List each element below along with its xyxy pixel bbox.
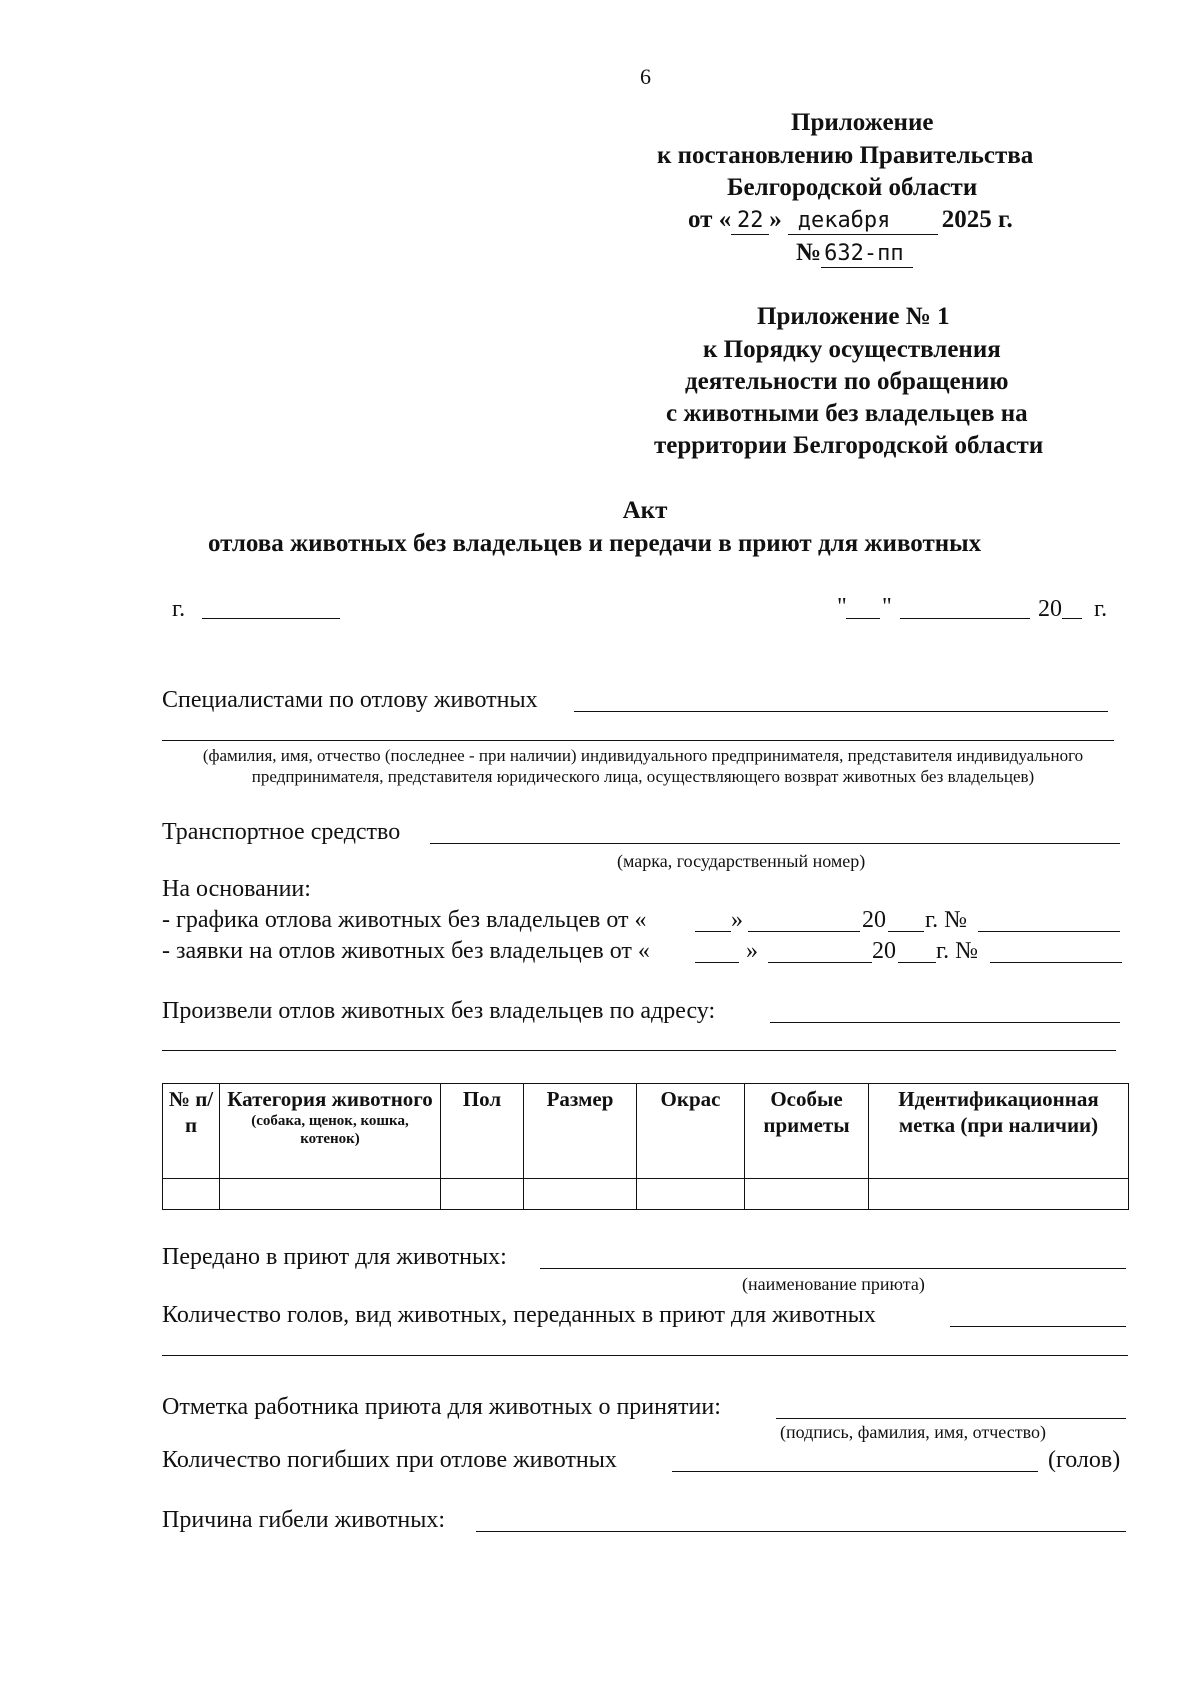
- col-category-header: [220, 1084, 441, 1179]
- act-title: Акт: [622, 497, 668, 524]
- appendix-line2: к постановлению Правительства: [657, 142, 1034, 169]
- col-color-header: Окрас: [637, 1084, 745, 1179]
- acceptance-caption: (подпись, фамилия, имя, отчество): [780, 1422, 1046, 1442]
- animals-table: [162, 1083, 1129, 1210]
- appendix1-line4: с животными без владельцев на: [666, 400, 1028, 427]
- date-year-suffix: г.: [1094, 596, 1108, 622]
- deaths-unit: (голов): [1048, 1447, 1121, 1473]
- cell-category: [220, 1179, 441, 1210]
- table-row: [163, 1179, 1129, 1210]
- capture-address-blank-2: [162, 1050, 1116, 1051]
- appendix-date: [688, 204, 1013, 236]
- col-size-header: Размер: [524, 1084, 637, 1179]
- cell-id-tag: [869, 1179, 1129, 1210]
- col-category-title: Категория животного: [227, 1087, 433, 1111]
- date-day-blank: [846, 618, 880, 619]
- basis-request-prefix: - заявки на отлов животных без владельцев от «: [162, 938, 650, 964]
- vehicle-blank: [430, 843, 1120, 844]
- request-month-blank: [768, 962, 872, 963]
- request-number-prefix: г. №: [936, 938, 979, 964]
- request-day-blank: [695, 962, 739, 963]
- act-subtitle: отлова животных без владельцев и передачи в приют для животных: [208, 530, 982, 557]
- cell-color: [637, 1179, 745, 1210]
- date-mid: »: [769, 206, 782, 233]
- death-reason-label: Причина гибели животных:: [162, 1507, 446, 1533]
- col-category-hint: (собака, щенок, кошка, котенок): [251, 1113, 409, 1147]
- date-quote-open: ": [837, 594, 847, 620]
- city-blank: [202, 618, 340, 619]
- schedule-number-blank: [978, 931, 1120, 932]
- death-reason-blank: [476, 1531, 1126, 1532]
- vehicle-label: Транспортное средство: [162, 819, 401, 845]
- shelter-count-blank-2: [162, 1355, 1128, 1356]
- date-year: 2025 г.: [941, 206, 1013, 233]
- basis-label: На основании:: [162, 876, 311, 902]
- city-prefix: г.: [172, 596, 186, 622]
- cell-sex: [441, 1179, 524, 1210]
- schedule-quote-close: »: [731, 907, 743, 933]
- cell-marks: [745, 1179, 869, 1210]
- shelter-count-label: Количество голов, вид животных, переданных в приют для животных: [162, 1302, 876, 1328]
- appendix1-line3: деятельности по обращению: [685, 368, 1009, 395]
- page-number: 6: [640, 64, 651, 89]
- appendix-number: [796, 237, 913, 269]
- cell-size: [524, 1179, 637, 1210]
- schedule-year-blank: [888, 931, 924, 932]
- request-number-blank: [990, 962, 1122, 963]
- vehicle-caption: (марка, государственный номер): [617, 851, 866, 871]
- specialists-blank: [574, 711, 1108, 712]
- date-year-prefix: 20: [1038, 596, 1062, 622]
- appendix1-line5: территории Белгородской области: [654, 432, 1044, 459]
- col-id-tag-header: Идентификационная метка (при наличии): [869, 1084, 1129, 1179]
- specialists-caption: (фамилия, имя, отчество (последнее - при наличии) индивидуального предпринимателя, представителя индивидуального предпринимателя, представителя юридического лица, осуществляющего возврат животных без владельцев): [202, 746, 1084, 786]
- request-quote-close: »: [746, 938, 758, 964]
- table-header-row: [163, 1084, 1129, 1179]
- schedule-number-prefix: г. №: [925, 907, 968, 933]
- col-number-header: № п/п: [163, 1084, 220, 1179]
- schedule-year-prefix: 20: [862, 907, 886, 933]
- number-prefix: №: [796, 239, 822, 266]
- date-day: 22: [731, 208, 769, 235]
- request-year-blank: [898, 962, 936, 963]
- schedule-month-blank: [748, 931, 860, 932]
- cell-number: [163, 1179, 220, 1210]
- shelter-blank: [540, 1268, 1126, 1269]
- appendix1-line1: Приложение № 1: [757, 303, 950, 330]
- date-quote-close: ": [882, 594, 892, 620]
- capture-address-label: Произвели отлов животных без владельцев по адресу:: [162, 998, 716, 1024]
- capture-address-blank: [770, 1022, 1120, 1023]
- shelter-label: Передано в приют для животных:: [162, 1244, 507, 1270]
- date-year-blank: [1062, 618, 1082, 619]
- date-prefix: от «: [688, 206, 732, 233]
- date-month-blank: [900, 618, 1030, 619]
- deaths-label: Количество погибших при отлове животных: [162, 1447, 617, 1473]
- appendix-title: Приложение: [791, 109, 934, 136]
- shelter-count-blank: [950, 1326, 1126, 1327]
- shelter-caption: (наименование приюта): [742, 1274, 925, 1294]
- specialists-blank-2: [162, 740, 1114, 741]
- appendix1-line2: к Порядку осуществления: [703, 336, 1001, 363]
- col-sex-header: Пол: [441, 1084, 524, 1179]
- appendix-line3: Белгородской области: [727, 174, 978, 201]
- col-marks-header: Особые приметы: [745, 1084, 869, 1179]
- acceptance-label: Отметка работника приюта для животных о принятии:: [162, 1394, 721, 1420]
- deaths-blank: [672, 1471, 1038, 1472]
- number-value: 632-пп: [821, 241, 913, 268]
- acceptance-blank: [776, 1418, 1126, 1419]
- schedule-day-blank: [695, 931, 731, 932]
- specialists-label: Специалистами по отлову животных: [162, 687, 538, 713]
- basis-schedule-prefix: - графика отлова животных без владельцев от «: [162, 907, 647, 933]
- request-year-prefix: 20: [872, 938, 896, 964]
- date-month: декабря: [788, 208, 938, 235]
